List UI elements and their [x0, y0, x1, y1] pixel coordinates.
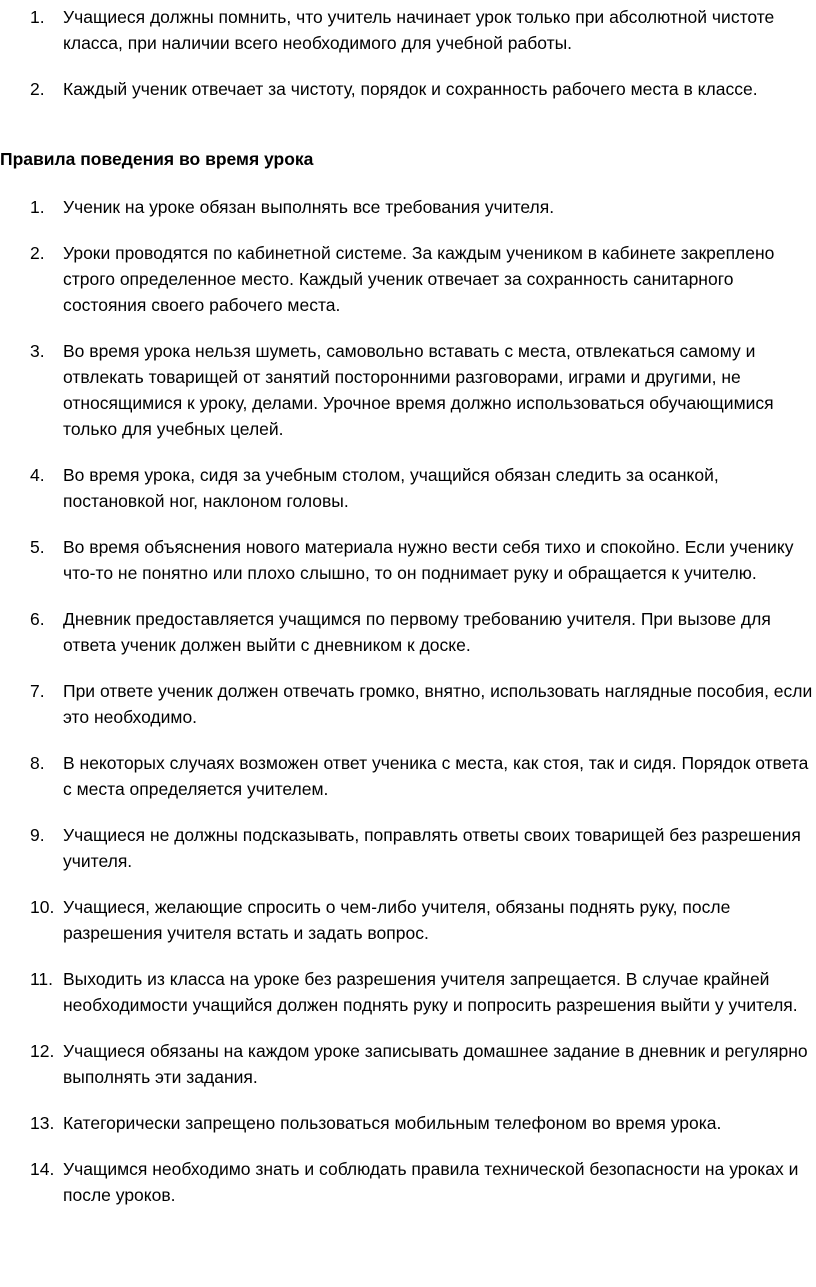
list-item-text: Учащиеся, желающие спросить о чем-либо учителя, обязаны поднять руку, после разрешения учителя встать и задать вопрос. — [63, 897, 731, 943]
list-item-text: При ответе ученик должен отвечать громко, внятно, использовать наглядные пособия, если это необходимо. — [63, 681, 813, 727]
list-item — [0, 240, 816, 318]
list-item-text: Учащимся необходимо знать и соблюдать правила технической безопасности на уроках и после уроков. — [63, 1159, 799, 1205]
list-item-number: 10. — [30, 897, 55, 917]
section-heading: Правила поведения во время урока — [0, 149, 314, 169]
list-item-text: Категорически запрещено пользоваться мобильным телефоном во время урока. — [63, 1113, 722, 1133]
list-item-text: Учащиеся обязаны на каждом уроке записывать домашнее задание в дневник и регулярно выполнять эти задания. — [63, 1041, 808, 1087]
list-item-text: Во время урока нельзя шуметь, самовольно вставать с места, отвлекаться самому и отвлекать товарищей от занятий посторонними разговорами, играми и другими, не относящимися к уроку, делами. Урочное время должно использоваться обучающимися только для учебных целей. — [63, 341, 774, 439]
rules-list — [0, 194, 816, 1208]
list-item-number: 9. — [30, 825, 45, 845]
list-item — [0, 750, 816, 802]
list-item-number: 14. — [30, 1159, 55, 1179]
list-item-text: Уроки проводятся по кабинетной системе. За каждым учеником в кабинете закреплено строго определенное место. Каждый ученик отвечает за сохранность санитарного состояния своего рабочего места. — [63, 243, 775, 315]
list-item-number: 1. — [30, 7, 45, 27]
list-item-text: Во время урока, сидя за учебным столом, учащийся обязан следить за осанкой, постановкой ног, наклоном головы. — [63, 465, 719, 511]
list-item-number: 2. — [30, 79, 45, 99]
list-item — [0, 76, 816, 102]
list-item — [0, 4, 816, 56]
list-item — [0, 534, 816, 586]
list-item — [0, 606, 816, 658]
list-item-text: Выходить из класса на уроке без разрешения учителя запрещается. В случае крайней необходимости учащийся должен поднять руку и попросить разрешения выйти у учителя. — [63, 969, 798, 1015]
list-item — [0, 1038, 816, 1090]
list-item-text: В некоторых случаях возможен ответ ученика с места, как стоя, так и сидя. Порядок ответа с места определяется учителем. — [63, 753, 809, 799]
list-item-number: 2. — [30, 243, 45, 263]
list-item-text: Учащиеся не должны подсказывать, поправлять ответы своих товарищей без разрешения учителя. — [63, 825, 801, 871]
list-item-number: 11. — [30, 969, 54, 989]
list-item-number: 7. — [30, 681, 45, 701]
list-item-text: Учащиеся должны помнить, что учитель начинает урок только при абсолютной чистоте класса, при наличии всего необходимого для учебной работы. — [63, 7, 775, 53]
list-item-number: 6. — [30, 609, 45, 629]
list-item — [0, 462, 816, 514]
list-item-text: Во время объяснения нового материала нужно вести себя тихо и спокойно. Если ученику что-то не понятно или плохо слышно, то он поднимает руку и обращается к учителю. — [63, 537, 794, 583]
list-item-number: 13. — [30, 1113, 55, 1133]
list-item-number: 5. — [30, 537, 45, 557]
list-item — [0, 1110, 816, 1136]
list-item — [0, 194, 816, 220]
list-item-number: 1. — [30, 197, 45, 217]
list-item — [0, 678, 816, 730]
list-item-text: Ученик на уроке обязан выполнять все требования учителя. — [63, 197, 555, 217]
list-item — [0, 1156, 816, 1208]
list-item-number: 4. — [30, 465, 45, 485]
list-item-text: Дневник предоставляется учащимся по первому требованию учителя. При вызове для ответа ученик должен выйти с дневником к доске. — [63, 609, 771, 655]
list-item-number: 8. — [30, 753, 45, 773]
list-item — [0, 894, 816, 946]
list-item — [0, 822, 816, 874]
list-item — [0, 966, 816, 1018]
intro-list — [0, 4, 816, 102]
list-item — [0, 338, 816, 442]
list-item-text: Каждый ученик отвечает за чистоту, порядок и сохранность рабочего места в классе. — [63, 79, 758, 99]
list-item-number: 12. — [30, 1041, 55, 1061]
list-item-number: 3. — [30, 341, 45, 361]
